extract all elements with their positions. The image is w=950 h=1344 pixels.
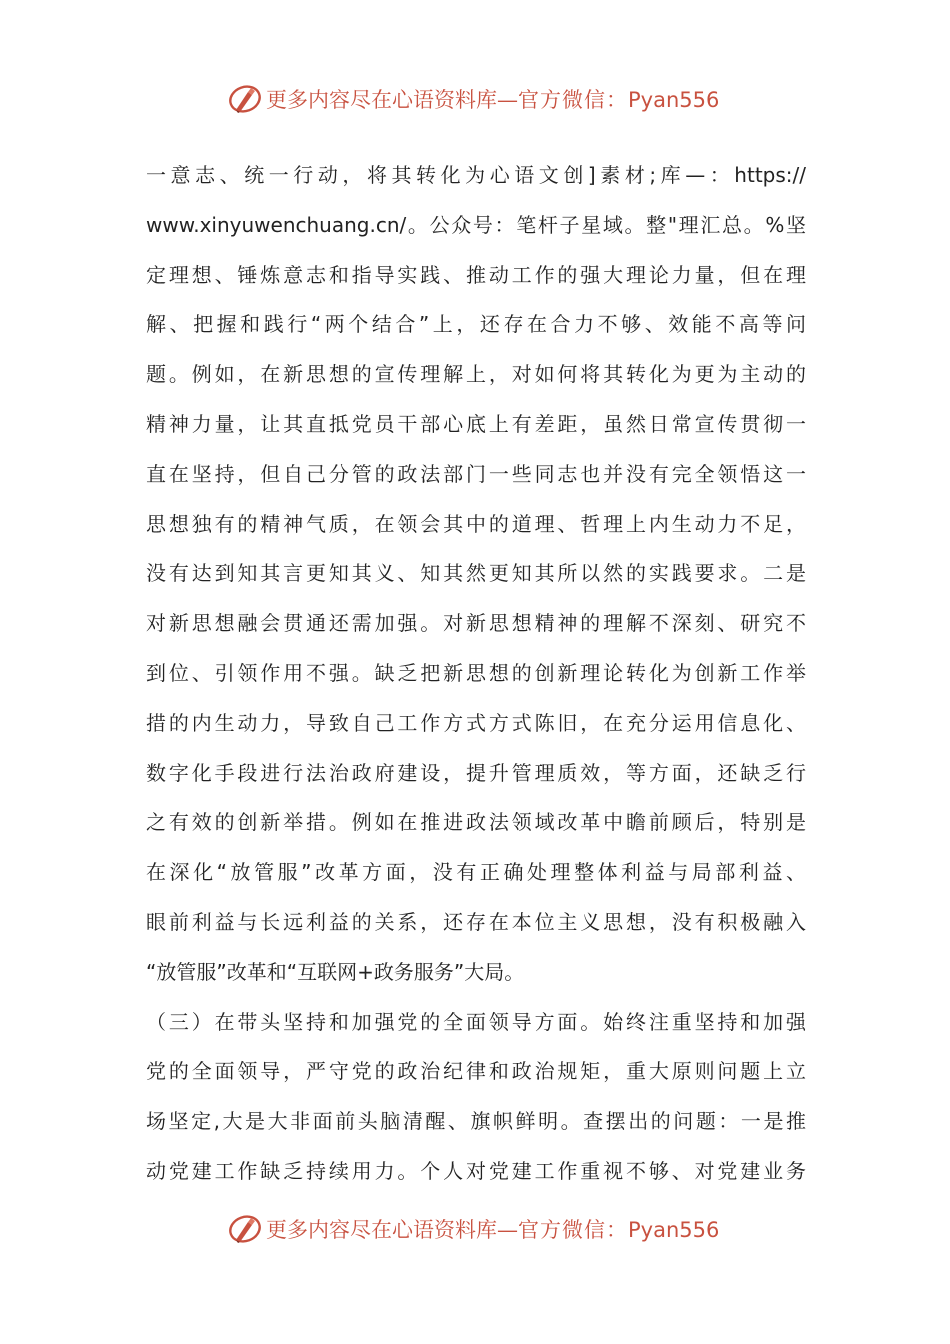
banner-wechat-label: 官方微信： [518,88,628,112]
text-line: 没有达到知其言更知其义、知其然更知其所以然的实践要求。二是 [146,561,806,586]
header-watermark-banner [0,82,950,118]
text-line: 思想独有的精神气质，在领会其中的道理、哲理上内生动力不足， [146,511,806,536]
footer-watermark-banner [0,1212,950,1248]
document-body [146,151,806,1197]
header-watermark-text [266,86,719,114]
text-line: 眼前利益与长远利益的关系，还存在本位主义思想，没有积极融入 [146,909,806,934]
banner-wechat-id: Pyan556 [628,88,720,112]
banner-wechat-id: Pyan556 [628,1218,720,1242]
text-line: 一意志、统一行动，将其转化为心语文创]素材;库—：https:// [146,163,806,187]
text-line: 精神力量，让其直抵党员干部心底上有差距，虽然日常宣传贯彻一 [146,411,806,436]
footer-watermark-text [266,1216,719,1244]
text-line: 到位、引领作用不强。缺乏把新思想的创新理论转化为创新工作举 [146,660,806,685]
banner-wechat-label: 官方微信： [518,1218,628,1242]
text-line: 场坚定,大是大非面前头脑清醒、旗帜鲜明。查摆出的问题：一是推 [146,1109,806,1134]
text-line: 措的内生动力，导致自己工作方式方式陈旧，在充分运用信息化、 [146,710,806,735]
text-line: www.xinyuwenchuang.cn/。公众号：笔杆子星域。整"理汇总。%坚 [146,212,806,237]
banner-title: 更多内容尽在心语资料库 [266,88,497,112]
text-line: 直在坚持，但自己分管的政法部门一些同志也并没有完全领悟这一 [146,461,806,486]
pen-logo-icon [228,1212,262,1246]
text-line: 定理想、锤炼意志和指导实践、推动工作的强大理论力量，但在理 [146,262,806,287]
text-line: 动党建工作缺乏持续用力。个人对党建工作重视不够、对党建业务 [146,1158,806,1183]
text-line: 题。例如，在新思想的宣传理解上，对如何将其转化为更为主动的 [146,362,806,387]
text-line: 党的全面领导，严守党的政治纪律和政治规矩，重大原则问题上立 [146,1059,806,1084]
text-line: 在深化“放管服”改革方面，没有正确处理整体利益与局部利益、 [146,860,806,885]
text-line: 解、把握和践行“两个结合”上，还存在合力不够、效能不高等问 [146,312,806,337]
text-line: 对新思想融会贯通还需加强。对新思想精神的理解不深刻、研究不 [146,611,806,636]
text-line: 之有效的创新举措。例如在推进政法领域改革中瞻前顾后，特别是 [146,810,806,835]
banner-dash: — [497,88,518,112]
banner-title: 更多内容尽在心语资料库 [266,1218,497,1242]
text-line: “放管服”改革和“互联网+政务服务”大局。 [146,959,525,984]
banner-dash: — [497,1218,518,1242]
text-line: （三）在带头坚持和加强党的全面领导方面。始终注重坚持和加强 [146,1009,806,1034]
pen-logo-icon [228,82,262,116]
text-line: 数字化手段进行法治政府建设，提升管理质效，等方面，还缺乏行 [146,760,806,785]
